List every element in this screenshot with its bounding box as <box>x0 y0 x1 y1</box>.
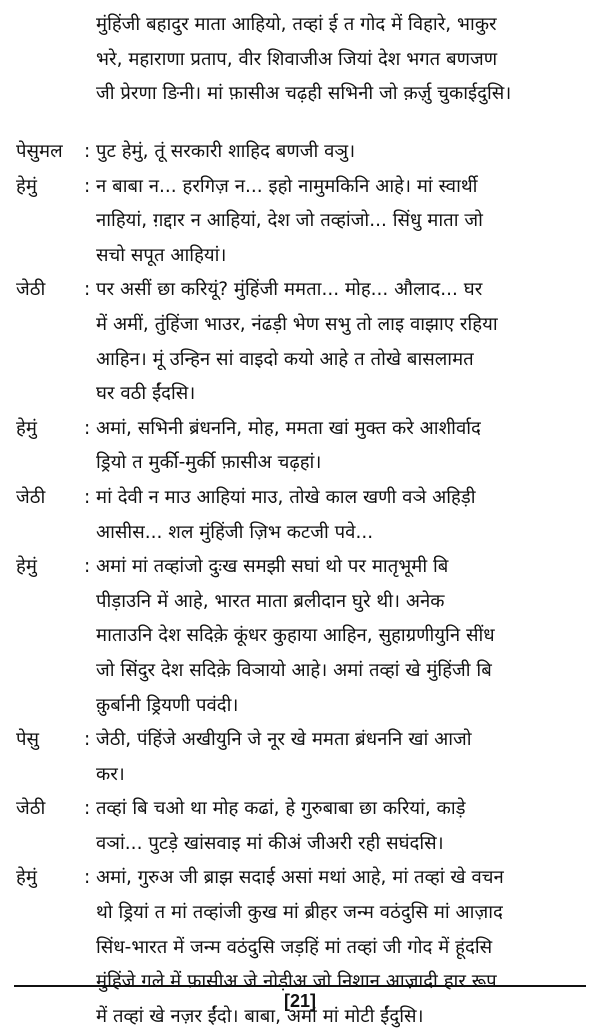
dialogue-entry: हेमुं : अमां, गुरुअ जी ब्राझ सदाई असां मथां आहे, मां तव्हां खे वचन थो ड्रियां त मां तव्हांजी कुख मां ब्रीहर जन्म वठंदुसि मां आज़ाद सिंध-भारत में जन्म वठंदुसि जड़हिं मां तव्हां जी गोद में हूंदसि मुंहिंजे गले में फ़ासीअ जे नोड़ीअ जो निशान आज़ादी हार रूप में तव्हां खे नज़र ईंदो। बाबा, अमां मां मोटी ईंदुसि। <box>16 861 588 1034</box>
speech-line: सिंध-भारत में जन्म वठंदुसि जड़हिं मां तव्हां जी गोद में हूंदसि <box>96 936 493 958</box>
speech-line: अमां, गुरुअ जी ब्राझ सदाई असां मथां आहे, मां तव्हां खे वचन <box>96 867 504 889</box>
speech-line: घर वठी ईंदसि। <box>96 383 196 405</box>
dialogue-entry: हेमुं : अमां मां तव्हांजो दुःख समझी सघां थो पर मातृभूमी बि पीड़ाउनि में आहे, भारत माता ब्रलीदान घुरे थी। अनेक माताउनि देश सदिक़े कूंधर कुहाया आहिन, सुहाग्रणीयुनि सींध जो सिंदुर देश सदिक़े विञायो आहे। अमां तव्हां खे मुंहिंजी बि क़ुर्बानी ड्रियणी पवंदी। <box>16 550 588 723</box>
speech-text <box>96 412 588 481</box>
speech-line: न बाबा न... हरगिज़ न... इहो नामुमकिनि आहे। मां स्वार्थी <box>96 175 478 197</box>
speech-text <box>96 170 588 274</box>
speaker-name: जेठी <box>16 486 46 508</box>
speech-line: सचो सपूत आहियां। <box>96 244 227 266</box>
speech-line: माताउनि देश सदिक़े कूंधर कुहाया आहिन, सुहाग्रणीयुनि सींध <box>96 625 495 647</box>
speaker-name: हेमुं <box>16 175 37 197</box>
dialogue-entry: जेठी : पर असीं छा करियूं? मुंहिंजी ममता... मोह... औलाद... घर में अमीं, तुंहिंजा भाउर, नंढड़ी भेण सभु तो लाइ वाझाए रहिया आहिन। मूं उन्हिन सां वाइदो कयो आहे त तोखे बासलामत घर वठी ईंदसि। <box>16 273 588 411</box>
speech-line: पर असीं छा करियूं? मुंहिंजी ममता... मोह... औलाद... घर <box>96 279 483 301</box>
speech-text <box>96 723 588 792</box>
speech-text <box>96 550 588 723</box>
dialogue-entry: हेमुं : न बाबा न... हरगिज़ न... इहो नामुमकिनि आहे। मां स्वार्थी नाहियां, ग़द्दार न आहियां, देश जो तव्हांजो... सिंधु माता जो सचो सपूत आहियां। <box>16 170 588 274</box>
speech-line: अमां मां तव्हांजो दुःख समझी सघां थो पर मातृभूमी बि <box>96 556 449 578</box>
speech-line: मुंहिंजे गले में फ़ासीअ जे नोड़ीअ जो निशान आज़ादी हार रूप <box>96 971 497 993</box>
speaker-name: हेमुं <box>16 417 37 439</box>
intro-line: भरे, महाराणा प्रताप, वीर शिवाजीअ जियां देश भगत बणजण <box>96 48 498 70</box>
speech-text <box>96 481 588 550</box>
dialogue-entry: जेठी : मां देवी न माउ आहियां माउ, तोखे काल खणी वञे अहिड़ी आसीस... शल मुंहिंजी ज़िभ कटजी पवे... <box>16 481 588 550</box>
speaker-name: हेमुं <box>16 867 37 889</box>
speech-line: वञां... पुटड़े खांसवाइ मां कीअं जीअरी रही सघंदसि। <box>96 832 444 854</box>
speech-line: जेठी, पंहिंजे अखीयुनि जे नूर खे ममता ब्रंधननि खां आजो <box>96 729 472 751</box>
speech-line: आहिन। मूं उन्हिन सां वाइदो कयो आहे त तोखे बासलामत <box>96 348 474 370</box>
dialogue-entry: जेठी : तव्हां बि चओ था मोह कढां, हे गुरुबाबा छा करियां, काड़े वञां... पुटड़े खांसवाइ मां कीअं जीअरी रही सघंदसि। <box>16 792 588 861</box>
speaker-name: पेसु <box>16 729 40 751</box>
speech-line: जो सिंदुर देश सदिक़े विञायो आहे। अमां तव्हां खे मुंहिंजी बि <box>96 659 492 681</box>
speaker-name: जेठी <box>16 279 46 301</box>
dialogue-entry: पेसुमल : पुट हेमुं, तूं सरकारी शाहिद बणजी वञु। <box>16 135 588 170</box>
speech-text <box>96 273 588 411</box>
speech-text <box>96 792 588 861</box>
dialogue-entry: हेमुं : अमां, सभिनी ब्रंधननि, मोह, ममता खां मुक्त करे आशीर्वाद ड्रियो त मुर्की-मुर्की फ़ासीअ चढ़हां। <box>16 412 588 481</box>
speaker-name: पेसुमल <box>16 141 63 162</box>
page-number: [21] <box>283 991 316 1011</box>
speech-line: क़ुर्बानी ड्रियणी पवंदी। <box>96 694 239 716</box>
speech-line: में अमीं, तुंहिंजा भाउर, नंढड़ी भेण सभु तो लाइ वाझाए रहिया <box>96 313 498 335</box>
dialogue-list <box>16 135 588 1034</box>
speech-text <box>96 135 588 170</box>
speech-line: कर। <box>96 763 125 785</box>
speech-line: ड्रियो त मुर्की-मुर्की फ़ासीअ चढ़हां। <box>96 452 322 474</box>
speech-line: पुट हेमुं, तूं सरकारी शाहिद बणजी वञु। <box>96 141 356 162</box>
intro-line: मुंहिंजी बहादुर माता आहियो, तव्हां ई त गोद में विहारे, भाकुर <box>96 14 497 35</box>
speech-line: थो ड्रियां त मां तव्हांजी कुख मां ब्रीहर जन्म वठंदुसि मां आज़ाद <box>96 902 503 924</box>
speech-line: मां देवी न माउ आहियां माउ, तोखे काल खणी वञे अहिड़ी <box>96 486 476 508</box>
speech-line: पीड़ाउनि में आहे, भारत माता ब्रलीदान घुरे थी। अनेक <box>96 590 445 612</box>
footer-rule <box>14 985 586 987</box>
speech-line: तव्हां बि चओ था मोह कढां, हे गुरुबाबा छा करियां, काड़े <box>96 798 466 820</box>
intro-paragraph <box>96 8 588 112</box>
speaker-name: हेमुं <box>16 556 37 578</box>
speech-line: अमां, सभिनी ब्रंधननि, मोह, ममता खां मुक्त करे आशीर्वाद <box>96 417 481 439</box>
speech-line: आसीस... शल मुंहिंजी ज़िभ कटजी पवे... <box>96 521 374 543</box>
intro-line: जी प्रेरणा ङिनी। मां फ़ासीअ चढ़ही सभिनी जो क़र्ज़ु चुकाईदुसि। <box>96 83 512 105</box>
speech-line: में तव्हां खे नज़र ईंदो। बाबा, अमां मां मोटी ईंदुसि। <box>96 1005 424 1027</box>
speaker-name: जेठी <box>16 798 46 820</box>
speech-line: नाहियां, ग़द्दार न आहियां, देश जो तव्हांजो... सिंधु माता जो <box>96 210 483 232</box>
dialogue-entry: पेसु : जेठी, पंहिंजे अखीयुनि जे नूर खे ममता ब्रंधननि खां आजो कर। <box>16 723 588 792</box>
